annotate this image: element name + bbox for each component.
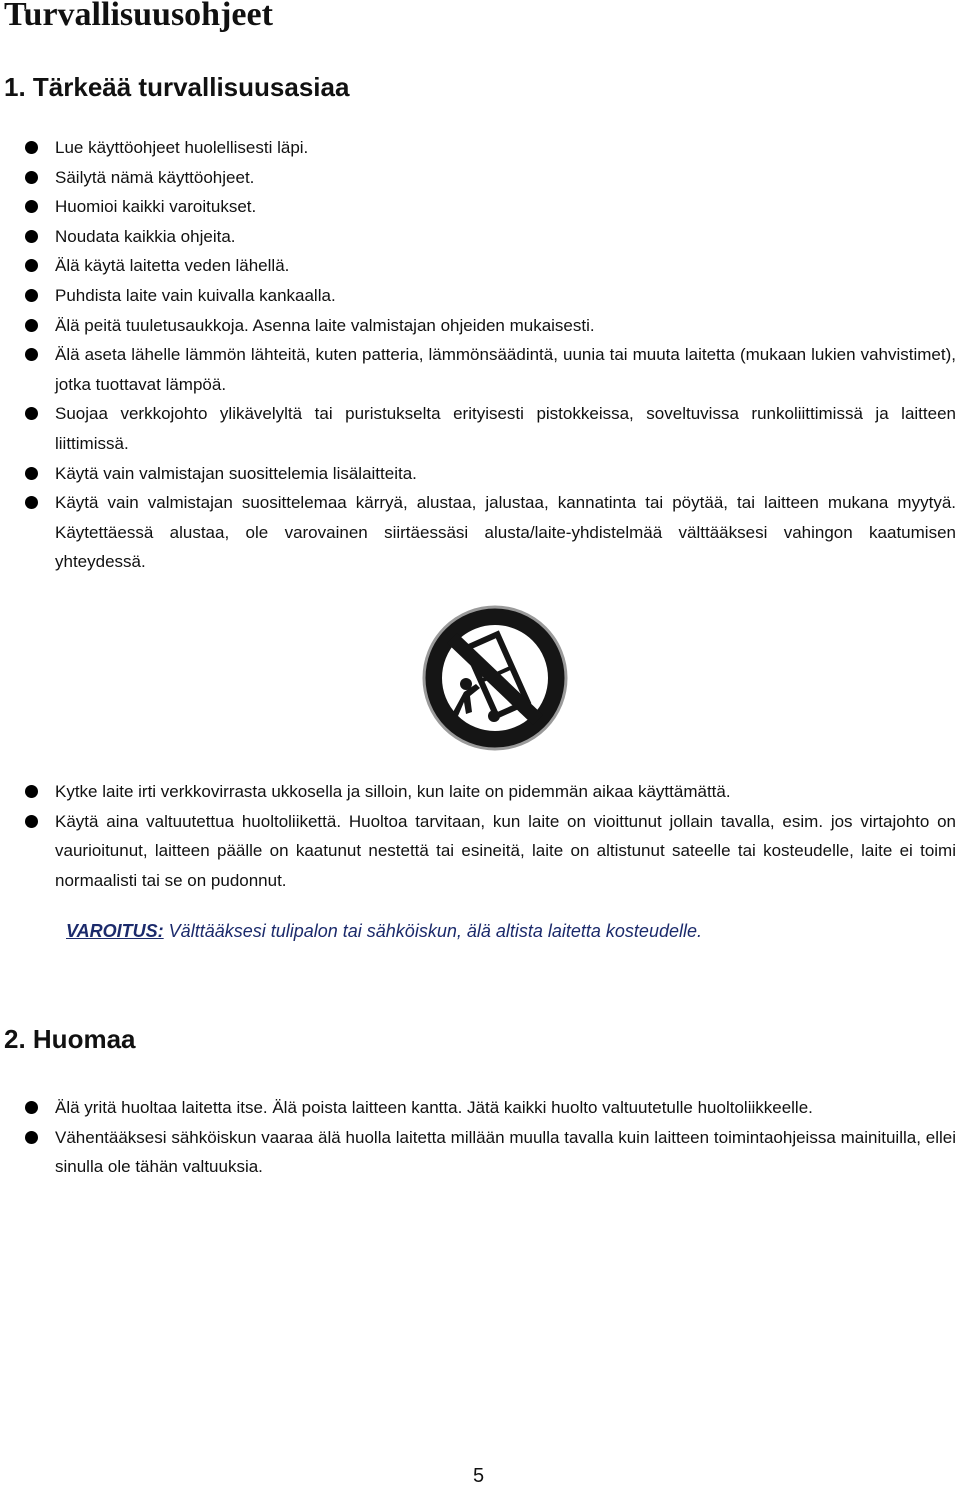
list-item (0, 340, 960, 399)
list-item-text: Lue käyttöohjeet huolellisesti läpi. (55, 138, 309, 157)
bullet-icon (25, 141, 38, 154)
bullet-icon (25, 467, 38, 480)
cart-tip-over-warning-icon (420, 604, 570, 752)
list-item (0, 311, 960, 341)
list-item (0, 1093, 960, 1123)
list-item (0, 222, 960, 252)
section-2-heading: 2. Huomaa (4, 1024, 136, 1054)
bullet-icon (25, 289, 38, 302)
list-item (0, 1123, 960, 1182)
list-item-text: Puhdista laite vain kuivalla kankaalla. (55, 285, 336, 305)
list-item-text: Älä peitä tuuletusaukkoja. Asenna laite valmistajan ohjeiden mukaisesti. (55, 315, 595, 335)
list-item (0, 251, 960, 281)
list-item-text: Älä käytä laitetta veden lähellä. (55, 256, 290, 276)
list-item-text: Säilytä nämä käyttöohjeet. (55, 167, 255, 187)
list-item (0, 281, 960, 311)
bullet-icon (25, 348, 38, 361)
list-item (0, 807, 960, 896)
list-item-text: Huomioi kaikki varoitukset. (55, 197, 257, 217)
list-item (0, 399, 960, 458)
bullet-icon (25, 1131, 38, 1144)
list-item-text: Noudata kaikkia ohjeita. (55, 226, 236, 246)
bullet-icon (25, 1101, 38, 1114)
list-item-text: Käytä vain valmistajan suosittelemia lisälaitteita. (55, 463, 417, 483)
warning-label: VAROITUS: (66, 921, 164, 941)
bullet-icon (25, 259, 38, 272)
list-item-text: Vähentääksesi sähköiskun vaaraa älä huolla laitetta millään muulla tavalla kuin laitteen toimintaohjeissa mainituilla, ellei sinulla ole tähän valtuuksia. (55, 1127, 956, 1177)
bullet-icon (25, 785, 38, 798)
safety-instructions-list-continued (0, 777, 960, 895)
warning-text: Välttääksesi tulipalon tai sähköiskun, älä altista laitetta kosteudelle. (163, 921, 702, 941)
notes-list (0, 1093, 960, 1182)
list-item-text: Älä aseta lähelle lämmön lähteitä, kuten patteria, lämmönsäädintä, uunia tai muuta laitetta (mukaan lukien vahvistimet), jotka tuottavat lämpöä. (55, 345, 956, 394)
list-item-text: Käytä aina valtuutettua huoltoliikettä. Huoltoa tarvitaan, kun laite on vioittunut jollain tavalla, esim. jos virtajohto on vaurioitunut, laitteen päälle on kaatunut nestettä tai esineitä, laite on altistunut sateelle tai kosteudelle, laite ei toimi normaalisti tai se on pudonnut. (55, 811, 956, 890)
list-item (0, 192, 960, 222)
safety-instructions-list (0, 133, 960, 577)
warning-note (66, 921, 702, 942)
list-item-text: Älä yritä huoltaa laitetta itse. Älä poista laitteen kantta. Jätä kaikki huolto valtuutetulle huoltoliikkeelle. (55, 1098, 813, 1117)
list-item-text: Kytke laite irti verkkovirrasta ukkosella ja silloin, kun laite on pidemmän aikaa käyttämättä. (55, 782, 731, 801)
list-item (0, 777, 960, 807)
list-item (0, 459, 960, 489)
bullet-icon (25, 407, 38, 420)
bullet-icon (25, 319, 38, 332)
list-item (0, 133, 960, 163)
list-item (0, 163, 960, 193)
bullet-icon (25, 496, 38, 509)
bullet-icon (25, 200, 38, 213)
section-1-heading: 1. Tärkeää turvallisuusasiaa (4, 72, 350, 102)
page-number: 5 (473, 1465, 485, 1487)
bullet-icon (25, 230, 38, 243)
list-item-text: Käytä vain valmistajan suosittelemaa kärryä, alustaa, jalustaa, kannatinta tai pöytää, tai laitteen mukana myytyä. Käytettäessä alustaa, ole varovainen siirtäessäsi alusta/laite-yhdistelmää välttääksesi vahingon kaatumisen yhteydessä. (55, 493, 956, 572)
page-title: Turvallisuusohjeet (4, 0, 273, 33)
list-item (0, 488, 960, 577)
bullet-icon (25, 815, 38, 828)
bullet-icon (25, 171, 38, 184)
list-item-text: Suojaa verkkojohto ylikävelyltä tai puristukselta erityisesti pistokkeissa, soveltuvissa runkoliittimissä ja laitteen liittimissä. (55, 404, 956, 453)
